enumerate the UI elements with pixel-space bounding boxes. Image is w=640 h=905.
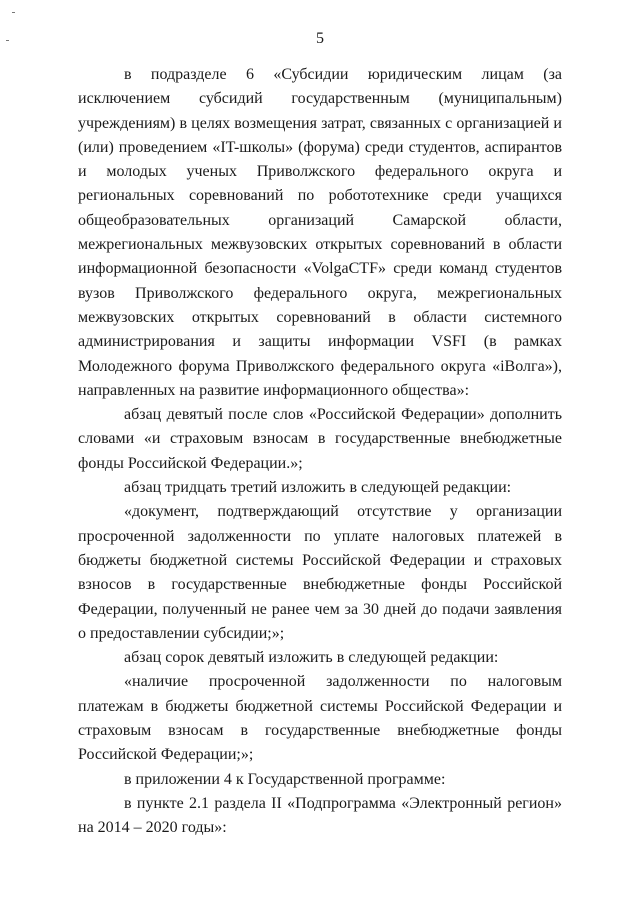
document-body: [78, 63, 562, 841]
paragraph: в приложении 4 к Государственной программе:: [124, 770, 446, 788]
paragraph: абзац тридцать третий изложить в следующей редакции:: [124, 479, 512, 497]
scan-dot: [12, 12, 15, 13]
paragraph: в пункте 2.1 раздела II «Подпрограмма «Электронный регион» на 2014 – 2020 годы»:: [78, 794, 562, 837]
paragraph: абзац девятый после слов «Российской Федерации» дополнить словами «и страховым взносам в государственные внебюджетные фонды Российской Федерации.»;: [78, 406, 562, 472]
paragraph: в подразделе 6 «Субсидии юридическим лицам (за исключением субсидий государственным (муниципальным) учреждениям) в целях возмещения затрат, связанных с организацией и (или) проведением «IT-школы» (форума) среди студентов, аспирантов и молодых ученых Приволжского федерального округа и региональных соревнований по робототехнике среди учащихся общеобразовательных организаций Самарской области, межрегиональных межвузовских открытых соревнований в области информационной безопасности «VolgaCTF» среди команд студентов вузов Приволжского федерального округа, межрегиональных межвузовских открытых соревнований в области системного администрирования и защиты информации VSFI (в рамках Молодежного форума Приволжского федерального округа «iВолга»), направленных на развитие информационного общества»:: [78, 66, 562, 399]
page-number: 5: [316, 30, 324, 47]
paragraph: «наличие просроченной задолженности по налоговым платежам в бюджеты бюджетной системы Российской Федерации и страховым взносам в государственные внебюджетные фонды Российской Федерации;»;: [78, 673, 562, 764]
paragraph: «документ, подтверждающий отсутствие у организации просроченной задолженности по уплате налоговых платежей в бюджеты бюджетной системы Российской Федерации и страховых взносов в государственные внебюджетные фонды Российской Федерации, полученный не ранее чем за 30 дней до подачи заявления о предоставлении субсидии;»;: [78, 503, 562, 642]
paragraph: абзац сорок девятый изложить в следующей редакции:: [124, 649, 499, 667]
